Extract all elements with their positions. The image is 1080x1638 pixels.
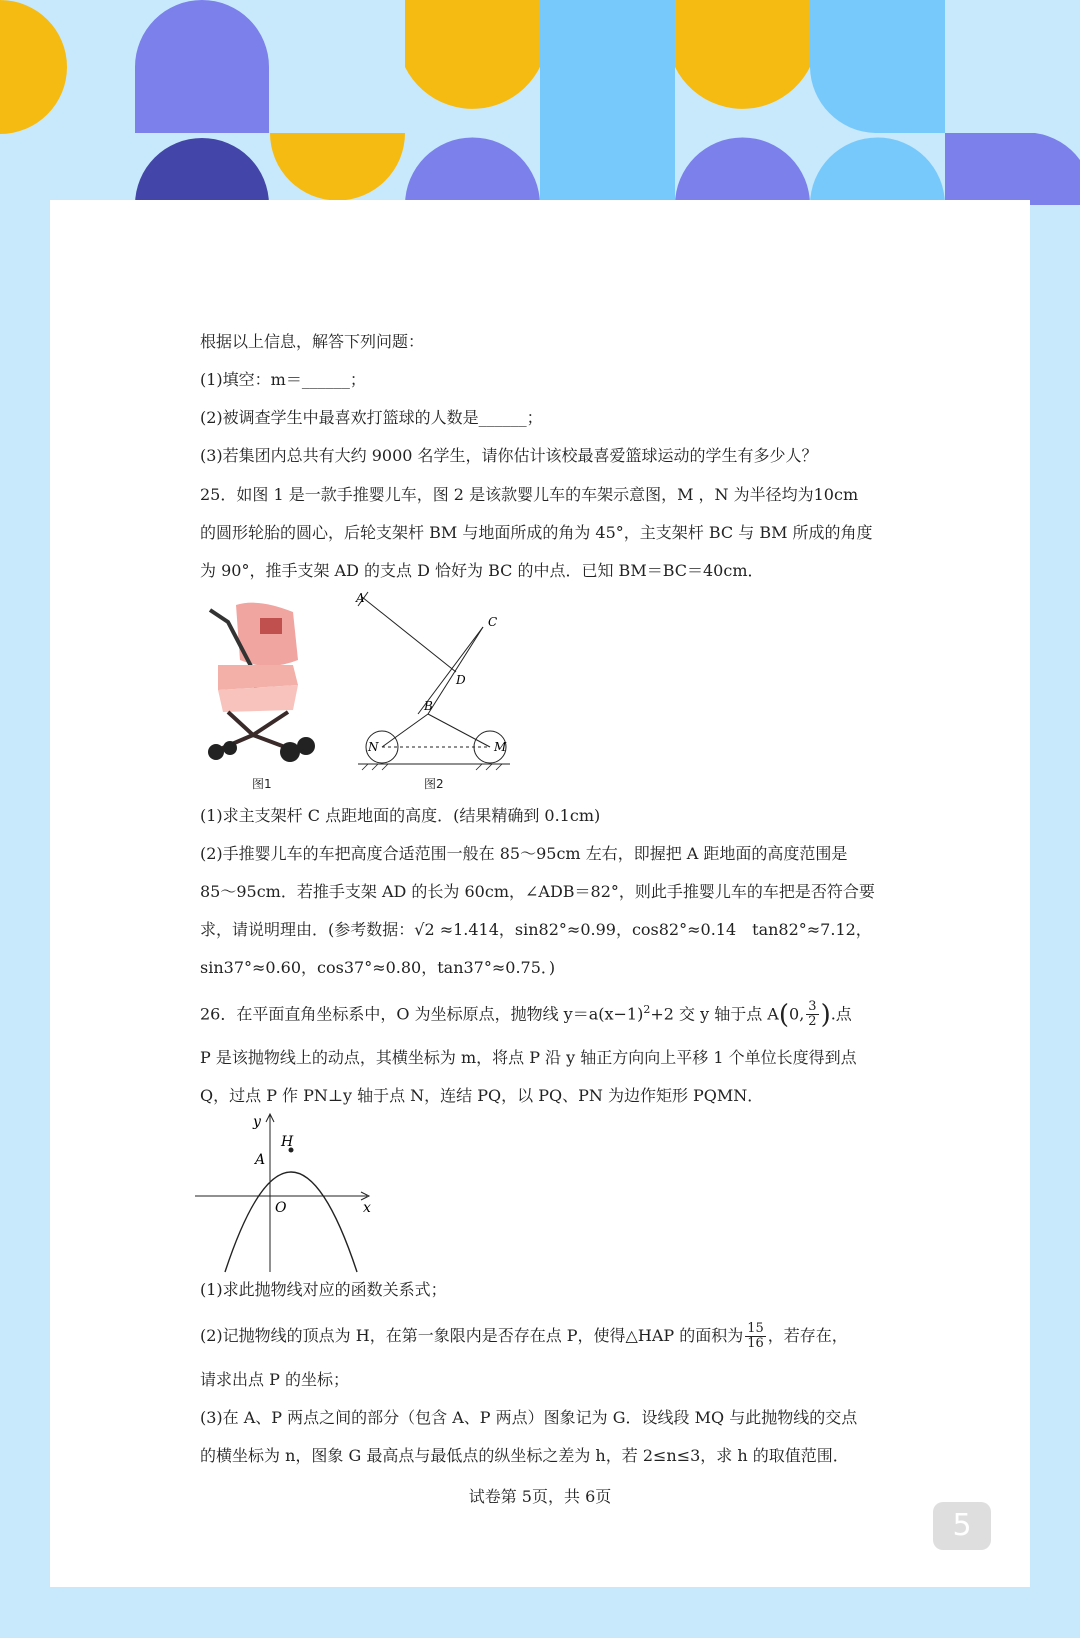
page-footer: 试卷第 5页，共 6页 — [468, 1487, 612, 1506]
q25-part2-line4: sin37°≈0.60，cos37°≈0.80，tan37°≈0.75．) — [200, 958, 556, 977]
stroller-photo — [198, 600, 323, 770]
point-a-x: 0, — [789, 1004, 805, 1024]
fig2-label-d: D — [456, 673, 466, 687]
q26-line1: 26．在平面直角坐标系中，O 为坐标原点，抛物线 $y=a(x-1)^2+2$ 交 y 轴于点 A(0, $\frac{3}{2}$ ).点 — [200, 999, 852, 1030]
intro-line: 根据以上信息，解答下列问题： — [200, 332, 425, 351]
fig2-label-b: B — [424, 699, 433, 713]
q25-line2: 的圆形轮胎的圆心，后轮支架杆 BM 与地面所成的角为 45°，主支架杆 BC 与 BM 所成的角度 — [200, 523, 873, 542]
q26-part3-line2: 的横坐标为 n，图象 G 最高点与最低点的纵坐标之差为 h，若 2≤n≤3，求 h 的取值范围． — [200, 1446, 849, 1465]
q26-line2: P 是该抛物线上的动点，其横坐标为 m，将点 P 沿 y 轴正方向向上平移 1 个单位长度得到点 — [200, 1048, 857, 1067]
fig2-label-c: C — [488, 615, 498, 629]
graph-label-o: O — [275, 1200, 287, 1216]
fraction-3-2: $\frac{3}{2}$ — [808, 999, 817, 1030]
q24-part2: (2)被调查学生中最喜欢打篮球的人数是______； — [200, 408, 543, 427]
page-number-badge: 5 — [933, 1502, 991, 1550]
q25-part1: (1)求主支架杆 C 点距地面的高度．(结果精确到 0.1cm) — [200, 806, 601, 825]
q25-line3: 为 90°，推手支架 AD 的支点 D 恰好为 BC 的中点．已知 BM＝BC＝40cm． — [200, 561, 764, 580]
graph-label-a: A — [255, 1152, 266, 1168]
q26-part2-end: ，若存在， — [767, 1326, 848, 1345]
q25-part2-line2: 85～95cm．若推手支架 AD 的长为 60cm，∠ADB＝82°，则此手推婴儿车的车把是否符合要 — [200, 882, 875, 901]
q26-line1-start: 26．在平面直角坐标系中，O 为坐标原点，抛物线 y＝a(x−1) — [200, 1004, 644, 1024]
q24-part3: (3)若集团内总共有大约 9000 名学生，请你估计该校最喜爱篮球运动的学生有多少人？ — [200, 446, 818, 465]
q26-part2-line2: 请求出点 P 的坐标； — [200, 1370, 349, 1389]
graph-label-y: y — [253, 1114, 261, 1130]
q26-part2-line1 — [200, 1322, 848, 1351]
fig1-caption: 图1 — [252, 777, 272, 791]
fig2-caption: 图2 — [424, 777, 444, 791]
q26-part2-start: (2)记抛物线的顶点为 H，在第一象限内是否存在点 P，使得△HAP 的面积为 — [200, 1326, 744, 1345]
frame-diagram — [358, 592, 518, 772]
q26-line1-mid: +2 交 y 轴于点 A — [650, 1004, 779, 1024]
q26-part3-line1: (3)在 A、P 两点之间的部分（包含 A、P 两点）图象记为 G．设线段 MQ 与此抛物线的交点 — [200, 1408, 858, 1427]
decorative-banner — [0, 0, 1080, 205]
fig2-label-a: A — [356, 591, 365, 605]
graph-label-h: H — [281, 1134, 294, 1150]
q26-line3: Q，过点 P 作 PN⊥y 轴于点 N，连结 PQ，以 PQ、PN 为边作矩形 PQMN． — [200, 1086, 764, 1105]
q26-part1: (1)求此抛物线对应的函数关系式； — [200, 1280, 447, 1299]
graph-label-x: x — [363, 1200, 371, 1216]
q25-part2-line3: 求，请说明理由．(参考数据：√2 ≈1.414，sin82°≈0.99，cos82°≈0.14 tan82°≈7.12， — [200, 920, 872, 939]
q24-part1: (1)填空：m＝______； — [200, 370, 366, 389]
q26-line1-end: .点 — [830, 1004, 852, 1024]
q25-part2-line1: (2)手推婴儿车的车把高度合适范围一般在 85～95cm 左右，即握把 A 距地面的高度范围是 — [200, 844, 848, 863]
q25-line1: 25．如图 1 是一款手推婴儿车，图 2 是该款婴儿车的车架示意图，M ，N 为半径均为10cm — [200, 485, 859, 504]
fig2-label-m: M — [494, 740, 507, 754]
exponent: 2 — [643, 1003, 651, 1016]
fig2-label-n: N — [368, 740, 379, 754]
parabola-graph — [195, 1112, 375, 1272]
fraction-15-16: $\frac{15}{16}$ — [747, 1321, 764, 1351]
